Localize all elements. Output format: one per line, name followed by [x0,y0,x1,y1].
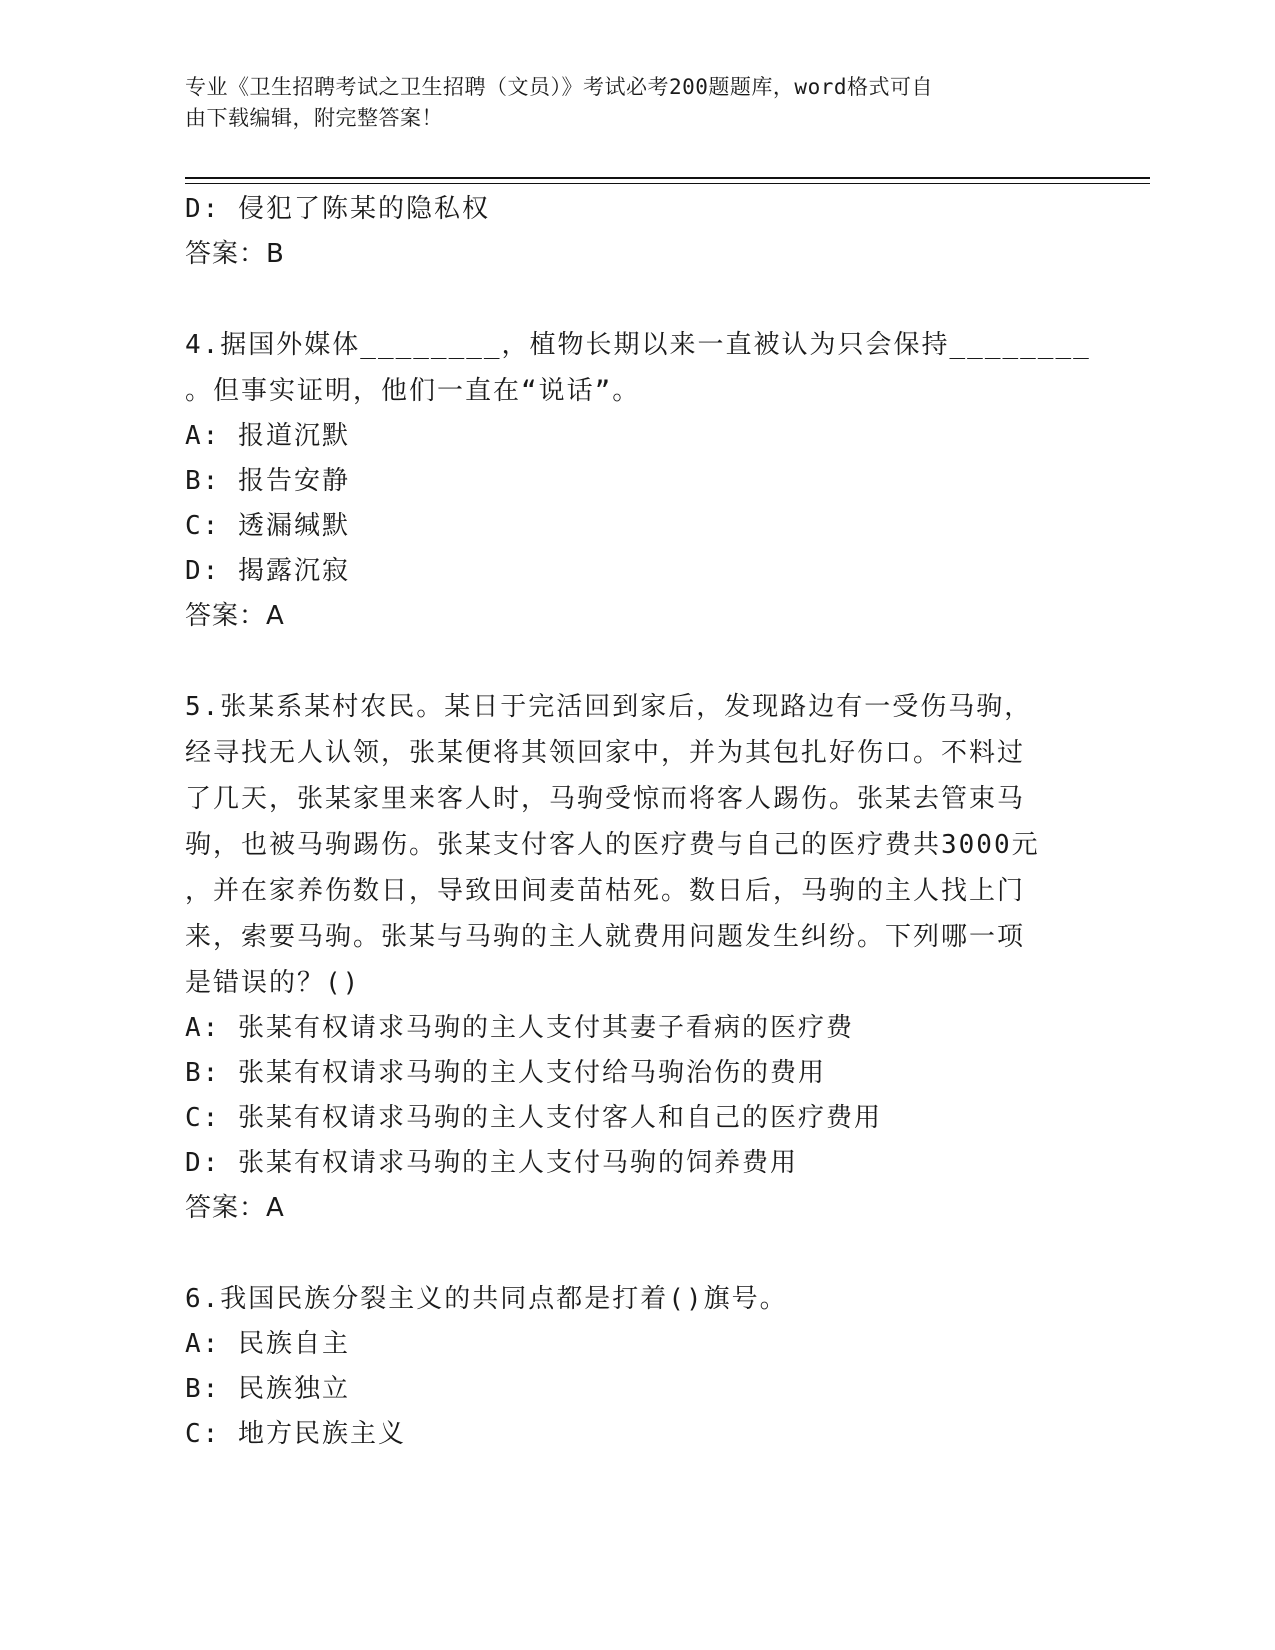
question-stem-line: 。但事实证明，他们一直在“说话”。 [185,376,641,406]
option-d: D: 张某有权请求马驹的主人支付马驹的饲养费用 [185,1148,798,1178]
option-b: B: 报告安静 [185,466,350,496]
question-4 [185,322,1091,639]
question-stem-line: 4.据国外媒体________，植物长期以来一直被认为只会保持________ [185,330,1091,360]
question-stem-line: 是错误的？() [185,968,361,998]
spacer [185,1231,1085,1276]
q3-answer: 答案：B [185,239,285,269]
question-5 [185,684,1085,1231]
question-stem-line: 了几天，张某家里来客人时，马驹受惊而将客人踢伤。张某去管束马 [185,784,1026,814]
question-stem-line: 驹，也被马驹踢伤。张某支付客人的医疗费与自己的医疗费共3000元 [185,830,1040,860]
option-c: C: 张某有权请求马驹的主人支付客人和自己的医疗费用 [185,1103,882,1133]
question-stem-line: 来，索要马驹。张某与马驹的主人就费用问题发生纠纷。下列哪一项 [185,922,1026,952]
answer: 答案：A [185,1193,285,1223]
header-line-1: 专业《卫生招聘考试之卫生招聘（文员）》考试必考200题题库，word格式可自 [185,75,933,99]
header-divider-thick [185,177,1150,179]
option-b: B: 民族独立 [185,1374,350,1404]
question-stem-line: 5.张某系某村农民。某日于完活回到家后，发现路边有一受伤马驹， [185,692,1033,722]
document-header [185,72,1065,134]
option-d: D: 揭露沉寂 [185,556,350,586]
option-c: C: 透漏缄默 [185,511,350,541]
spacer [185,277,1085,322]
option-a: A: 张某有权请求马驹的主人支付其妻子看病的医疗费 [185,1013,854,1043]
question-stem-line: 6.我国民族分裂主义的共同点都是打着()旗号。 [185,1284,788,1314]
q3-option-d: D: 侵犯了陈某的隐私权 [185,194,490,224]
option-b: B: 张某有权请求马驹的主人支付给马驹治伤的费用 [185,1058,826,1088]
header-line-2: 由下载编辑，附完整答案！ [185,106,443,130]
question-stem-line: ，并在家养伤数日，导致田间麦苗枯死。数日后，马驹的主人找上门 [185,876,1026,906]
answer: 答案：A [185,601,285,631]
spacer [185,639,1085,684]
header-divider-thin [185,183,1150,184]
option-a: A: 报道沉默 [185,421,350,451]
option-a: A: 民族自主 [185,1329,350,1359]
document-body [185,187,1091,1457]
question-6 [185,1276,1085,1457]
option-c: C: 地方民族主义 [185,1419,406,1449]
question-stem-line: 经寻找无人认领，张某便将其领回家中，并为其包扎好伤口。不料过 [185,738,1026,768]
